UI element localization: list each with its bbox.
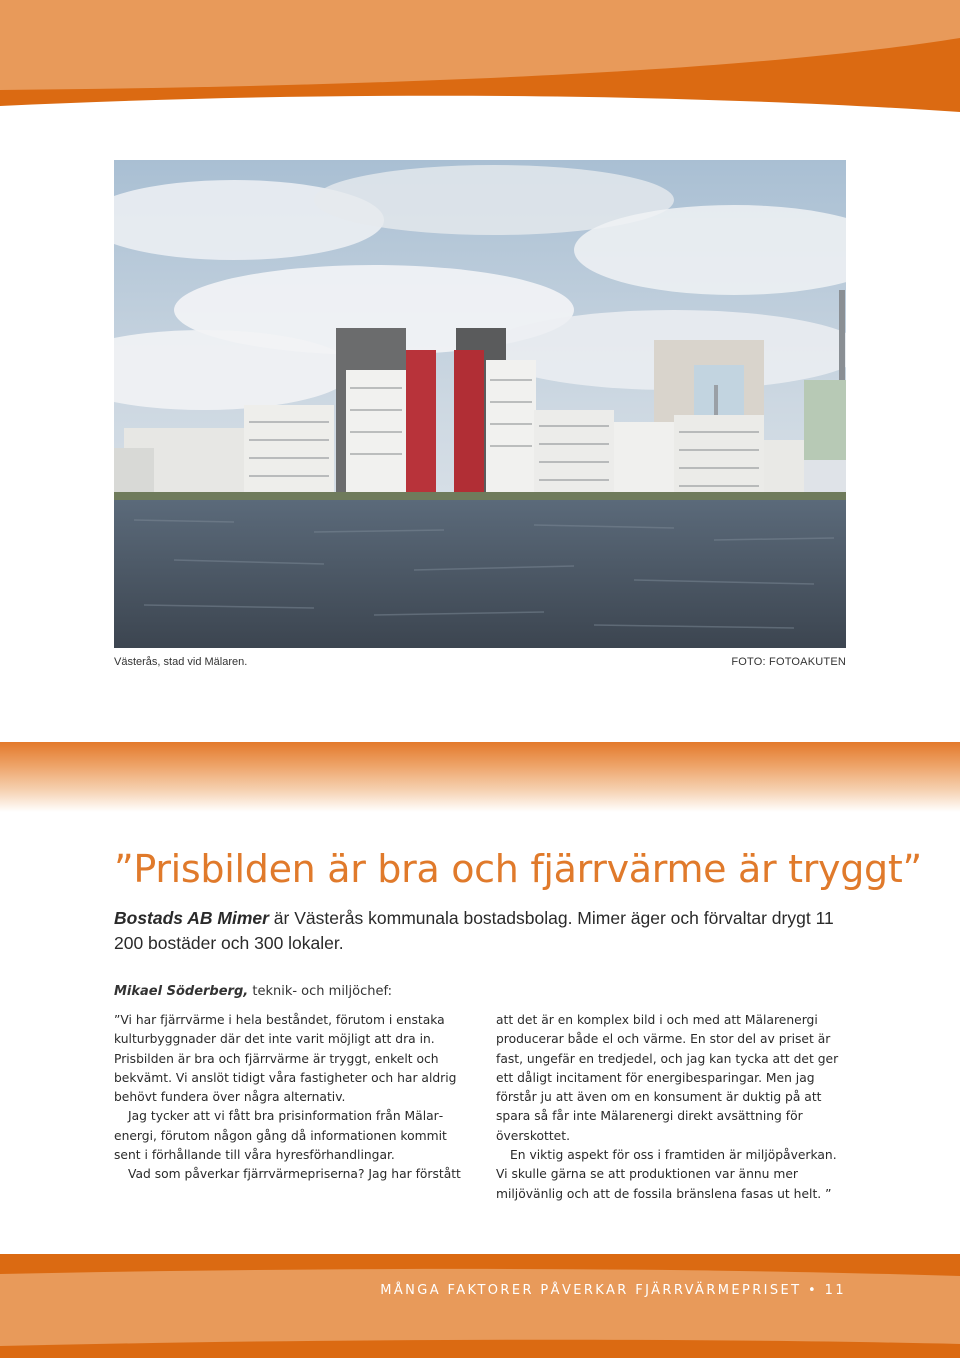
paragraph: Vad som påverkar fjärrvärmepriserna? Jag har förstått (128, 1167, 461, 1182)
top-decorative-band (0, 0, 960, 128)
section-gradient-band (0, 742, 960, 812)
paragraph: En viktig aspekt för oss i framtiden är miljöpåverkan. Vi skulle gärna se att produktionen var ännu mer miljövänlig och att de fossila bränslena fasas ut helt. ” (496, 1148, 837, 1201)
article-headline: ”Prisbilden är bra och fjärrvärme är tryggt” (114, 847, 922, 892)
paragraph: Jag tycker att vi fått bra prisinformation från Mälarenergi, förutom någon gång då informationen kommit sent i förhållande till våra hyresförhandlingar. (114, 1109, 447, 1163)
photo-credit: FOTO: FOTOAKUTEN (731, 656, 846, 668)
cityscape-photo (114, 160, 846, 648)
company-name: Bostads AB Mimer (114, 908, 269, 928)
photo-caption: Västerås, stad vid Mälaren. (114, 656, 248, 668)
paragraph: att det är en komplex bild i och med att Mälarenergi producerar både el och värme. En stor del av priset är fast, ungefär en tredjedel, och jag kan tycka att det ger ett dåligt incitament för energibesparingar. Men jag förstår ju att även om en konsument är duktig på att spara så får inte Mälarenergi direkt avsättning för överskottet. (496, 1013, 839, 1143)
page-footer: MÅNGA FAKTORER PÅVERKAR FJÄRRVÄRMEPRISET • 11 (380, 1283, 846, 1298)
article-intro (114, 906, 844, 956)
speaker-line (114, 984, 392, 999)
speaker-role: teknik- och miljöchef: (248, 984, 392, 999)
paragraph: ”Vi har fjärrvärme i hela beståndet, förutom i enstaka kulturbyggnader där det inte varit möjligt att dra in. Prisbilden är bra och fjärrvärme är tryggt, enkelt och bekvämt. Vi anslöt tidigt våra fastigheter och har aldrig behövt fundera över några alternativ. (114, 1013, 457, 1105)
right-column (496, 1011, 851, 1204)
speaker-name: Mikael Söderberg, (114, 984, 249, 999)
left-column (114, 1011, 469, 1185)
bottom-decorative-band (0, 1254, 960, 1358)
intro-text: är Västerås kommunala bostadsbolag. Mimer äger och förvaltar drygt 11 200 bostäder och 300 lokaler. (114, 908, 834, 953)
